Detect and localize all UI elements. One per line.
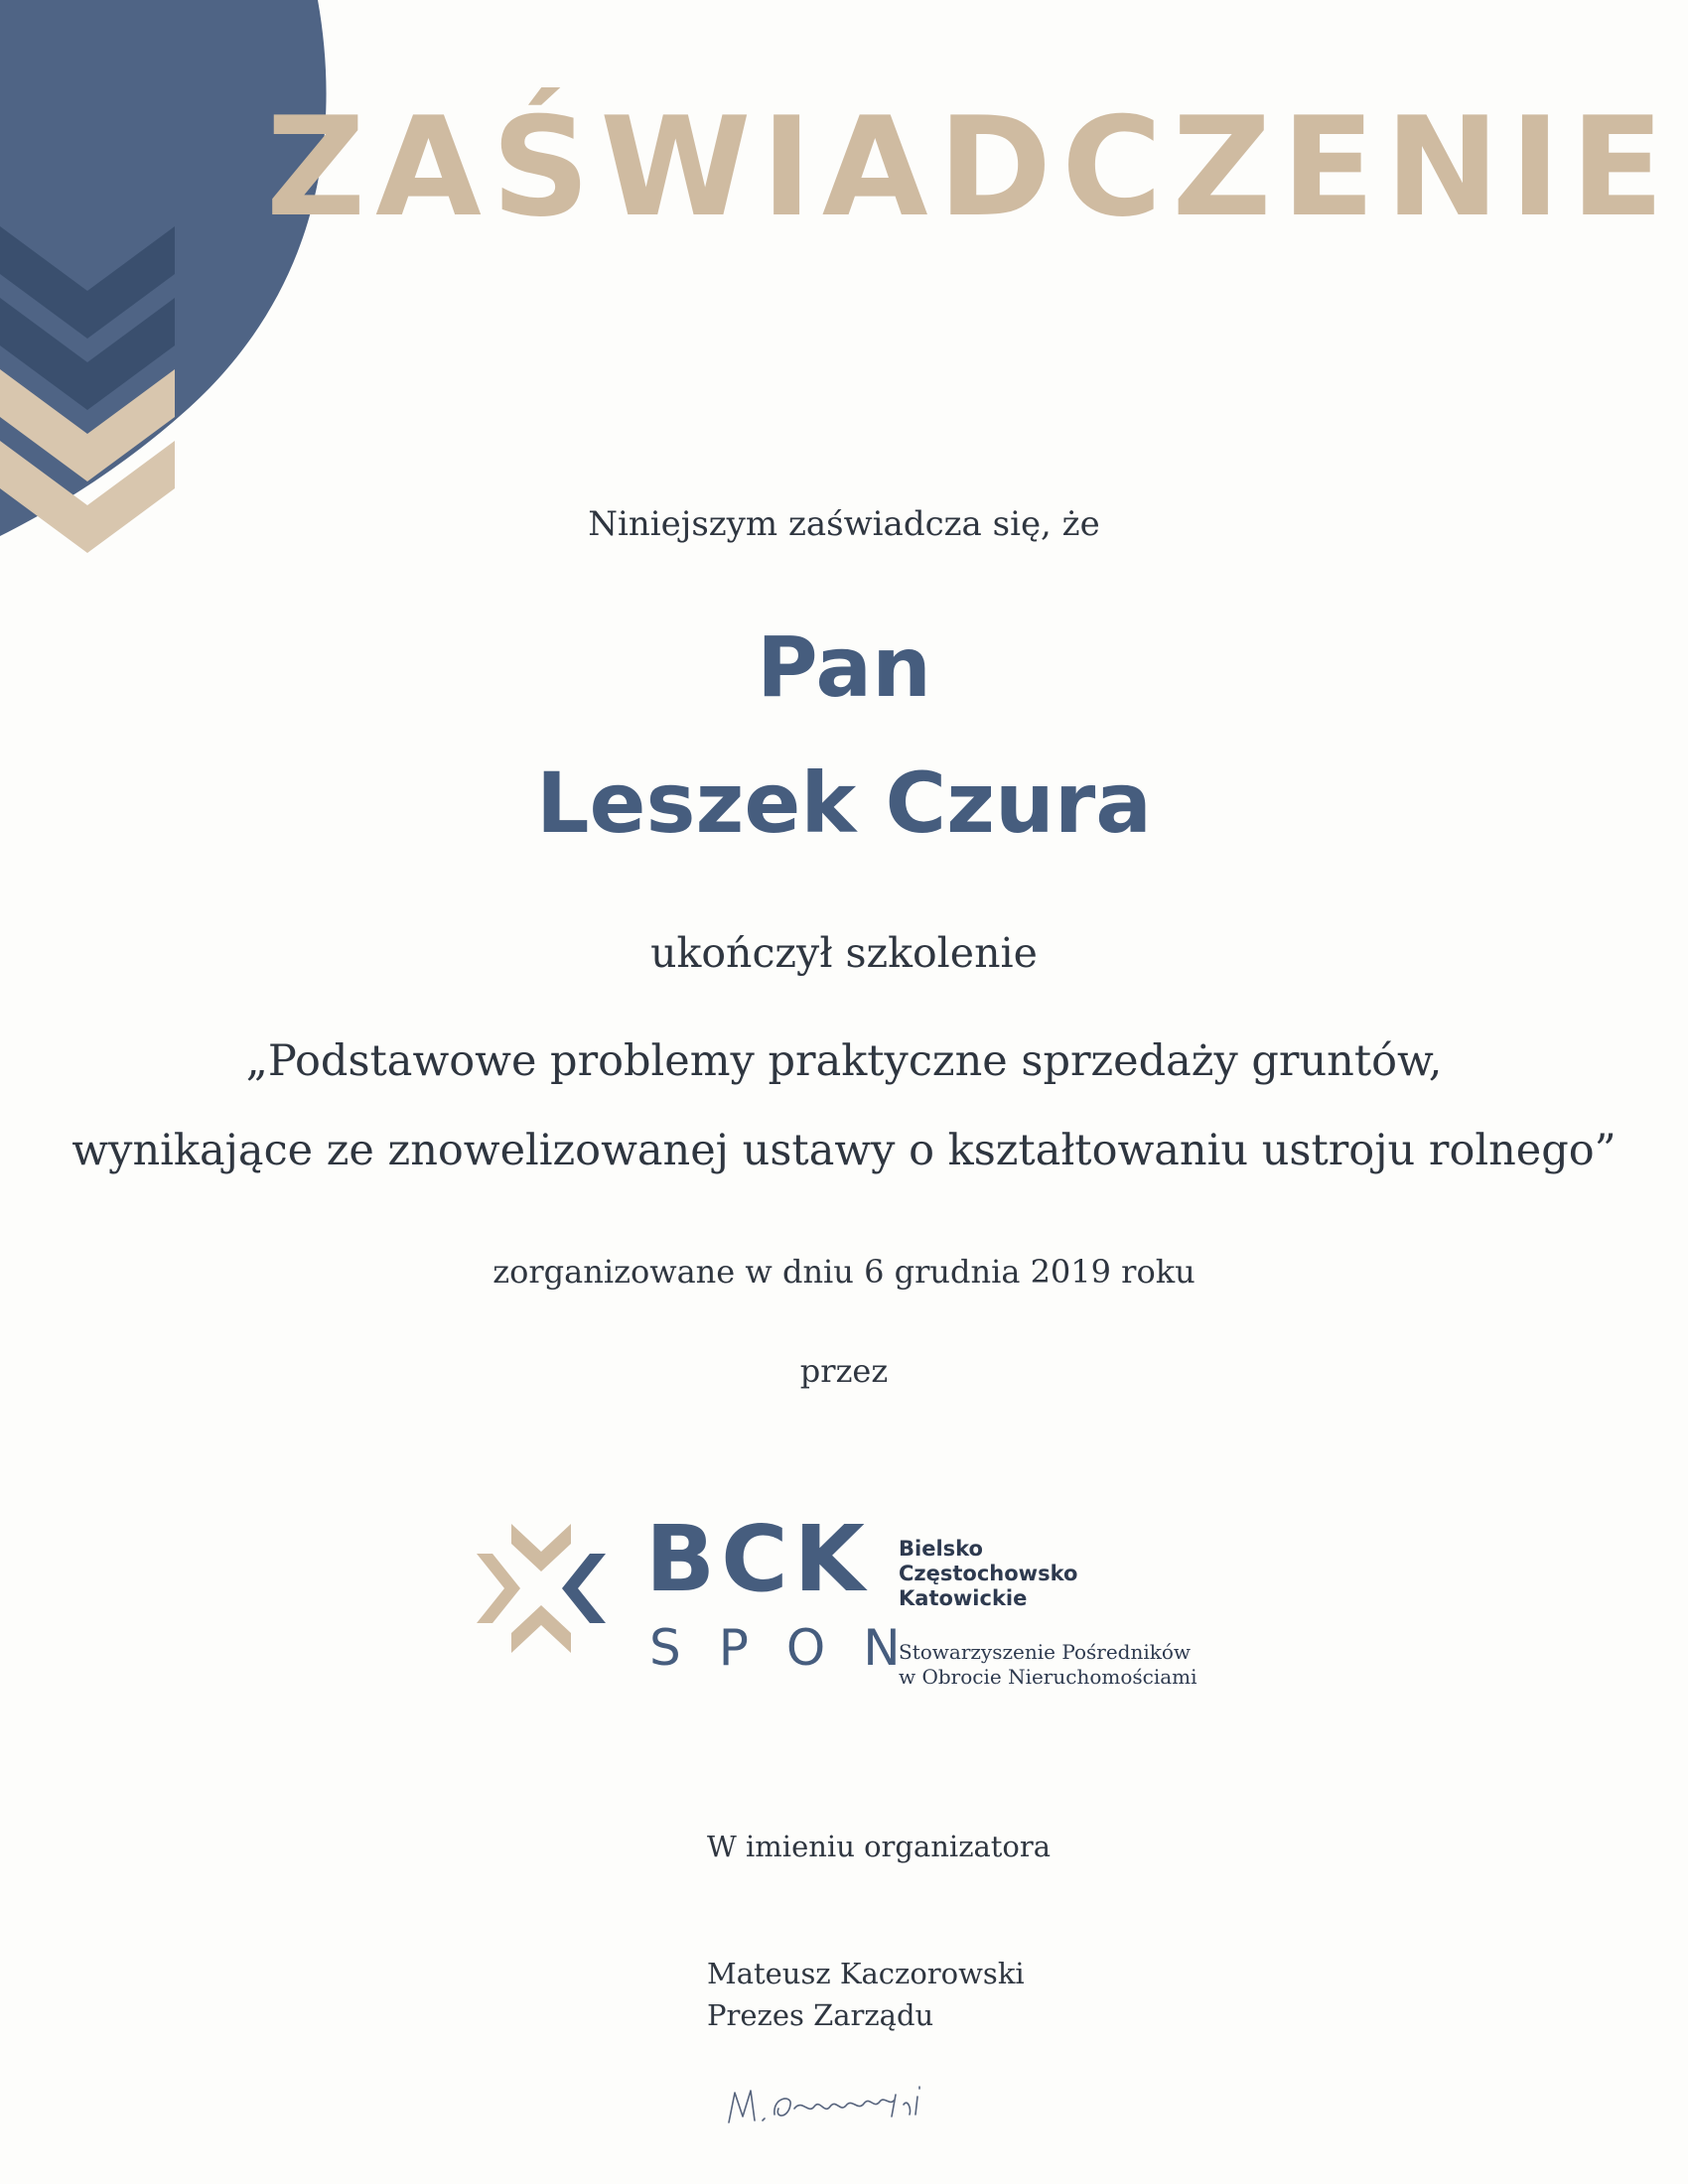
corner-decoration xyxy=(0,0,338,576)
logo-region-name: Częstochowsko xyxy=(899,1562,1078,1585)
intro-text: Niniejszym zaświadcza się, że xyxy=(588,504,1100,544)
signer-name: Mateusz Kaczorowski xyxy=(707,1957,1025,1990)
signer-role: Prezes Zarządu xyxy=(707,1998,934,2032)
certificate-title: ZAŚWIADCZENIE xyxy=(266,87,1674,247)
logo-description-line: w Obrocie Nieruchomościami xyxy=(899,1665,1197,1689)
training-date: zorganizowane w dniu 6 grudnia 2019 roku xyxy=(492,1253,1196,1291)
logo-region-names xyxy=(899,1537,1077,1611)
logo-sub-letters: SPON xyxy=(649,1619,938,1677)
organizer-logo xyxy=(477,1506,1231,1693)
handwritten-signature xyxy=(723,2075,941,2134)
logo-mark-icon xyxy=(477,1524,606,1653)
recipient-name: Leszek Czura xyxy=(536,754,1152,852)
salutation: Pan xyxy=(757,618,931,716)
logo-description-line: Stowarzyszenie Pośredników xyxy=(899,1640,1192,1664)
completion-text: ukończył szkolenie xyxy=(650,929,1038,977)
organized-by-label: przez xyxy=(799,1352,889,1390)
course-title xyxy=(0,1017,1688,1195)
course-title-line: „Podstawowe problemy praktyczne sprzedaży gruntów, xyxy=(245,1036,1443,1086)
logo-region-name: Bielsko xyxy=(899,1537,983,1561)
logo-region-name: Katowickie xyxy=(899,1586,1028,1610)
signer-block xyxy=(707,1953,1025,2036)
on-behalf-label: W imieniu organizatora xyxy=(707,1830,1052,1863)
logo-description xyxy=(899,1640,1197,1690)
course-title-line: wynikające ze znowelizowanej ustawy o kształtowaniu ustroju rolnego” xyxy=(71,1126,1617,1175)
logo-letters: BCK xyxy=(645,1506,871,1612)
